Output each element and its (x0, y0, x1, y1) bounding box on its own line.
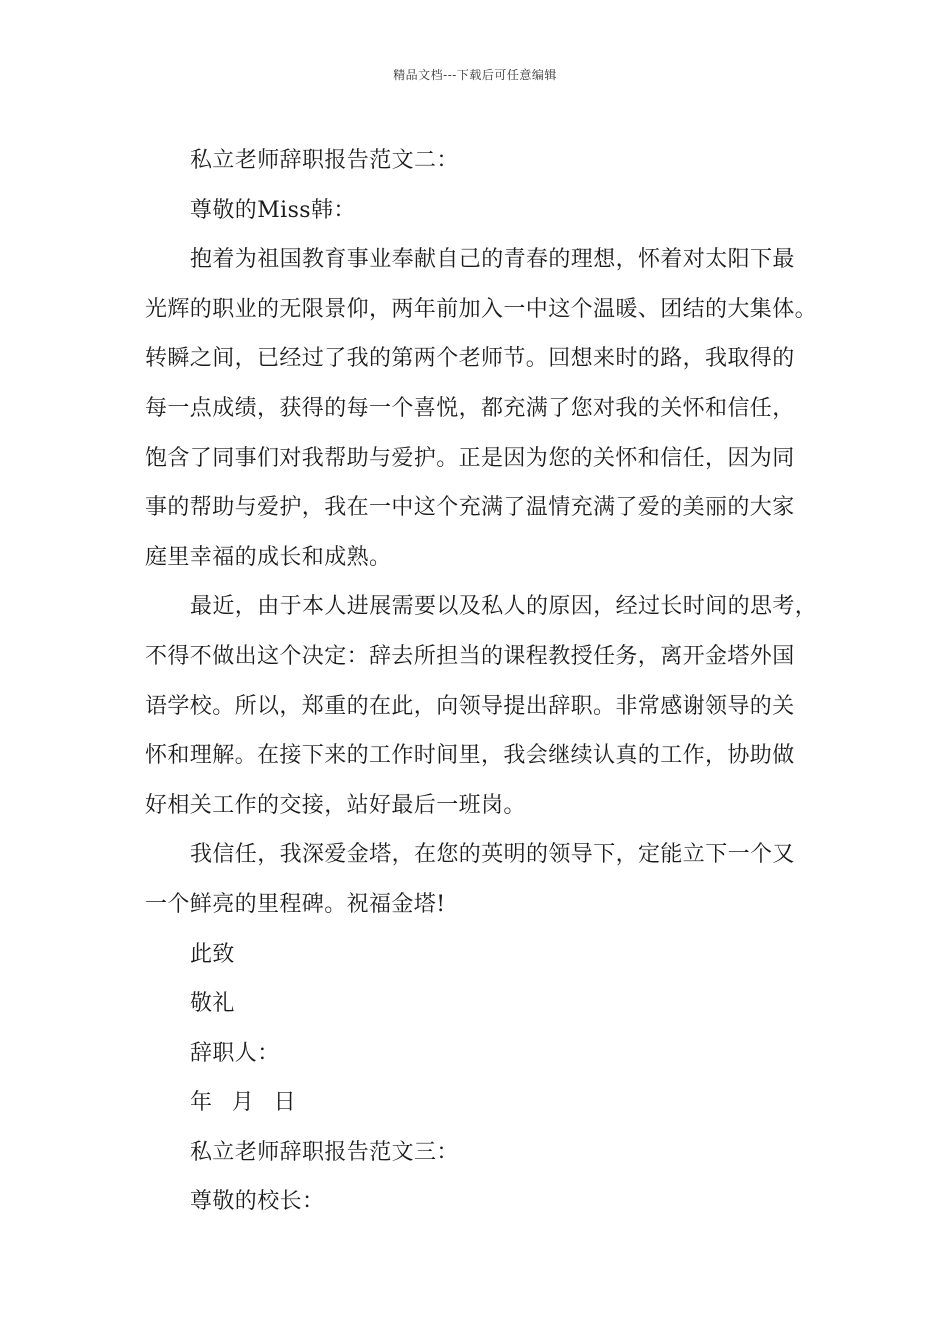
paragraph-line: 事的帮助与爱护，我在一中这个充满了温情充满了爱的美丽的大家 (145, 495, 795, 521)
date-line: 年 月 日 (190, 1090, 296, 1116)
paragraph-line: 光辉的职业的无限景仰，两年前加入一中这个温暖、团结的大集体。 (145, 296, 818, 322)
paragraph-line: 转瞬之间，已经过了我的第两个老师节。回想来时的路，我取得的 (145, 346, 795, 372)
paragraph-line: 不得不做出这个决定：辞去所担当的课程教授任务，离开金塔外国 (145, 643, 795, 669)
salutation: 尊敬的校长： (190, 1189, 325, 1215)
paragraph-line: 一个鲜亮的里程碑。祝福金塔! (145, 891, 446, 917)
paragraph-line: 怀和理解。在接下来的工作时间里，我会继续认真的工作，协助做 (145, 743, 795, 769)
closing-line: 敬礼 (190, 991, 235, 1017)
paragraph-line: 我信任，我深爱金塔，在您的英明的领导下，定能立下一个又 (190, 842, 795, 868)
closing-line: 此致 (190, 941, 235, 967)
paragraph-line: 饱含了同事们对我帮助与爱护。正是因为您的关怀和信任，因为同 (145, 445, 795, 471)
paragraph-line: 抱着为祖国教育事业奉献自己的青春的理想，怀着对太阳下最 (190, 247, 795, 273)
salutation: 尊敬的Miss韩： (190, 197, 356, 223)
paragraph-line: 庭里幸福的成长和成熟。 (145, 544, 392, 570)
section-title: 私立老师辞职报告范文二： (190, 148, 459, 173)
document-body (145, 136, 818, 1227)
section-title: 私立老师辞职报告范文三： (190, 1139, 459, 1165)
page-header: 精品文档---下载后可任意编辑 (393, 68, 557, 82)
paragraph-line: 语学校。所以，郑重的在此，向领导提出辞职。非常感谢领导的关 (145, 693, 795, 719)
paragraph-line: 每一点成绩，获得的每一个喜悦，都充满了您对我的关怀和信任， (145, 395, 795, 421)
paragraph-line: 好相关工作的交接，站好最后一班岗。 (145, 792, 526, 818)
paragraph-line: 最近，由于本人进展需要以及私人的原因，经过长时间的思考， (190, 594, 818, 620)
signature-line: 辞职人： (190, 1040, 280, 1066)
